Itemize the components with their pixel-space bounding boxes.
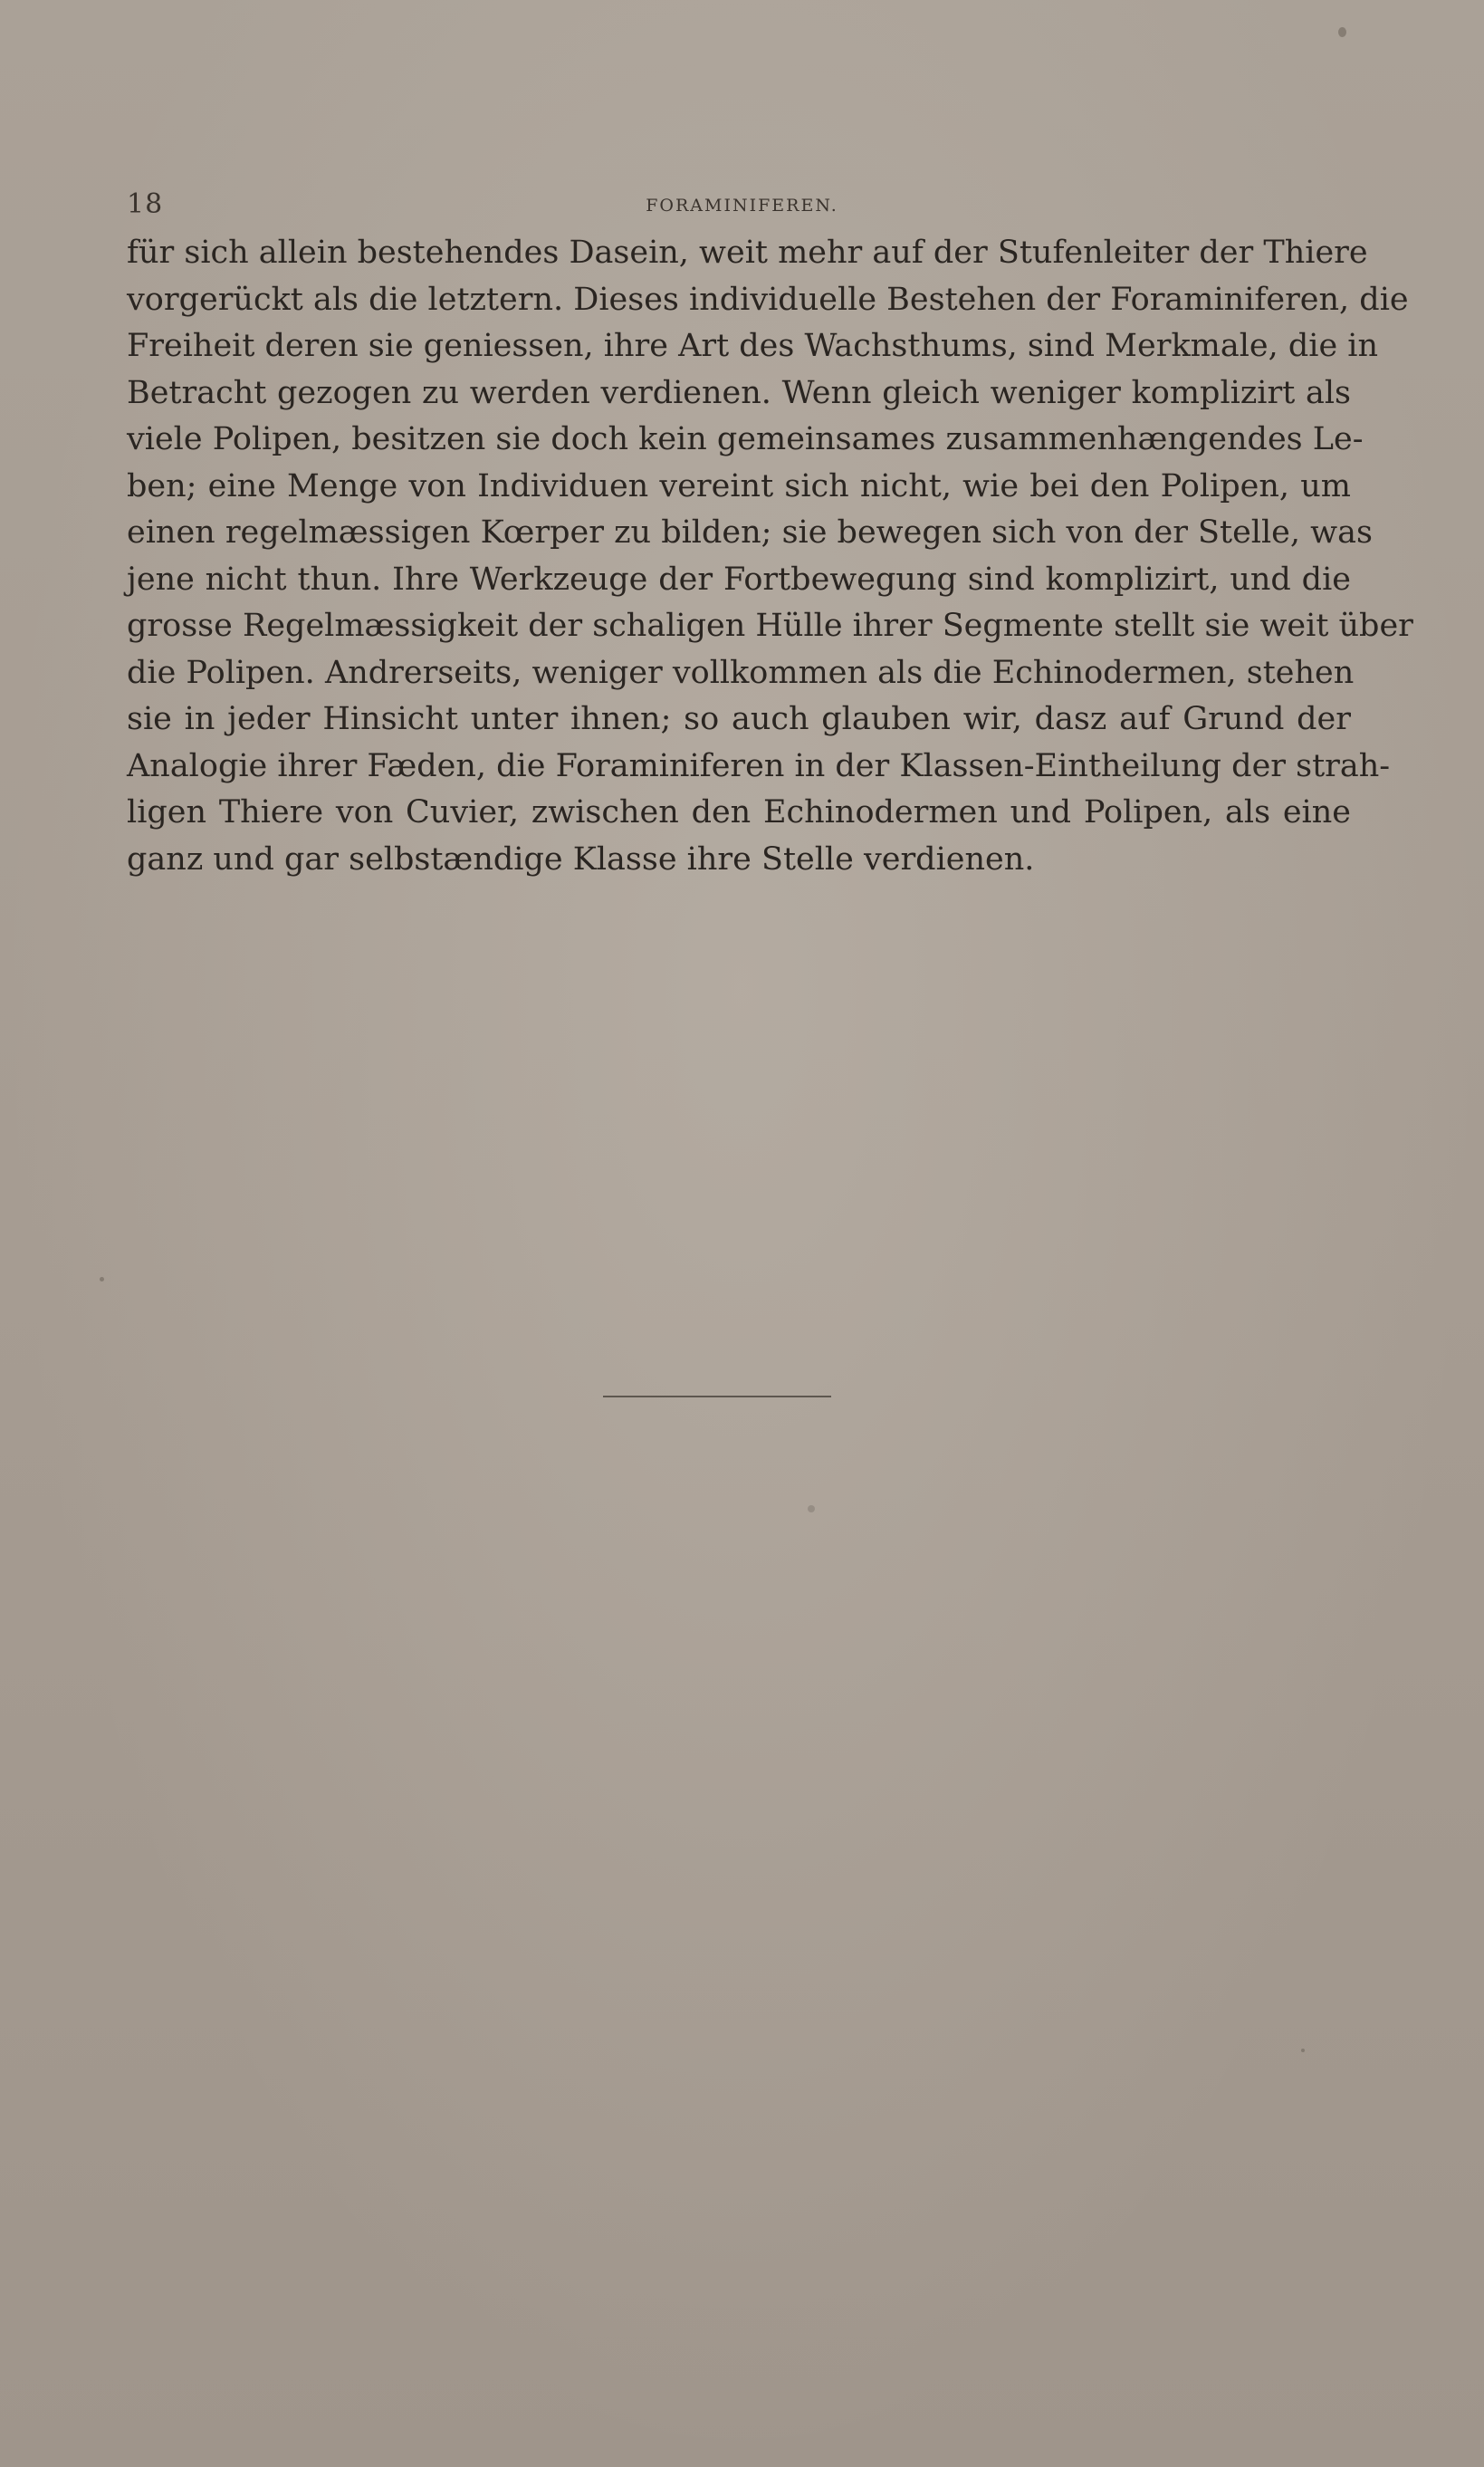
- page-number: 18: [127, 188, 164, 220]
- section-divider-rule: [603, 1396, 831, 1397]
- text-line: jene nicht thun. Ihre Werkzeuge der Fortbewegung sind komplizirt, und die: [127, 561, 1351, 598]
- text-line: für sich allein bestehendes Dasein, weit mehr auf der Stufenleiter der Thiere: [127, 235, 1368, 271]
- text-line: viele Polipen, besitzen sie doch kein gemeinsames zusammenhængendes Le-: [127, 421, 1364, 457]
- text-line: sie in jeder Hinsicht unter ihnen; so auch glauben wir, dasz auf Grund der: [127, 701, 1351, 737]
- paper-speck: [1301, 2049, 1305, 2052]
- text-line: Freiheit deren sie geniessen, ihre Art des Wachsthums, sind Merkmale, die in: [127, 328, 1379, 364]
- text-line: Betracht gezogen zu werden verdienen. Wenn gleich weniger komplizirt als: [127, 374, 1351, 411]
- text-line: ben; eine Menge von Individuen vereint sich nicht, wie bei den Polipen, um: [127, 467, 1351, 504]
- paper-speck: [100, 1277, 104, 1281]
- text-line: einen regelmæssigen Kœrper zu bilden; sie bewegen sich von der Stelle, was: [127, 514, 1373, 551]
- text-line: grosse Regelmæssigkeit der schaligen Hülle ihrer Segmente stellt sie weit über: [127, 608, 1413, 644]
- paper-speck: [1338, 27, 1346, 37]
- text-line: vorgerückt als die letztern. Dieses individuelle Bestehen der Foraminiferen, die: [127, 281, 1409, 318]
- text-line: Analogie ihrer Fæden, die Foraminiferen in der Klassen-Eintheilung der strah-: [127, 747, 1391, 784]
- paper-speck: [808, 1505, 815, 1512]
- text-line: die Polipen. Andrerseits, weniger vollkommen als die Echinodermen, stehen: [127, 654, 1355, 691]
- running-head: FORAMINIFEREN.: [646, 196, 838, 216]
- text-line: ganz und gar selbstændige Klasse ihre Stelle verdienen.: [127, 840, 1035, 878]
- text-line: ligen Thiere von Cuvier, zwischen den Echinodermen und Polipen, als eine: [127, 794, 1351, 830]
- body-text: [127, 230, 1413, 883]
